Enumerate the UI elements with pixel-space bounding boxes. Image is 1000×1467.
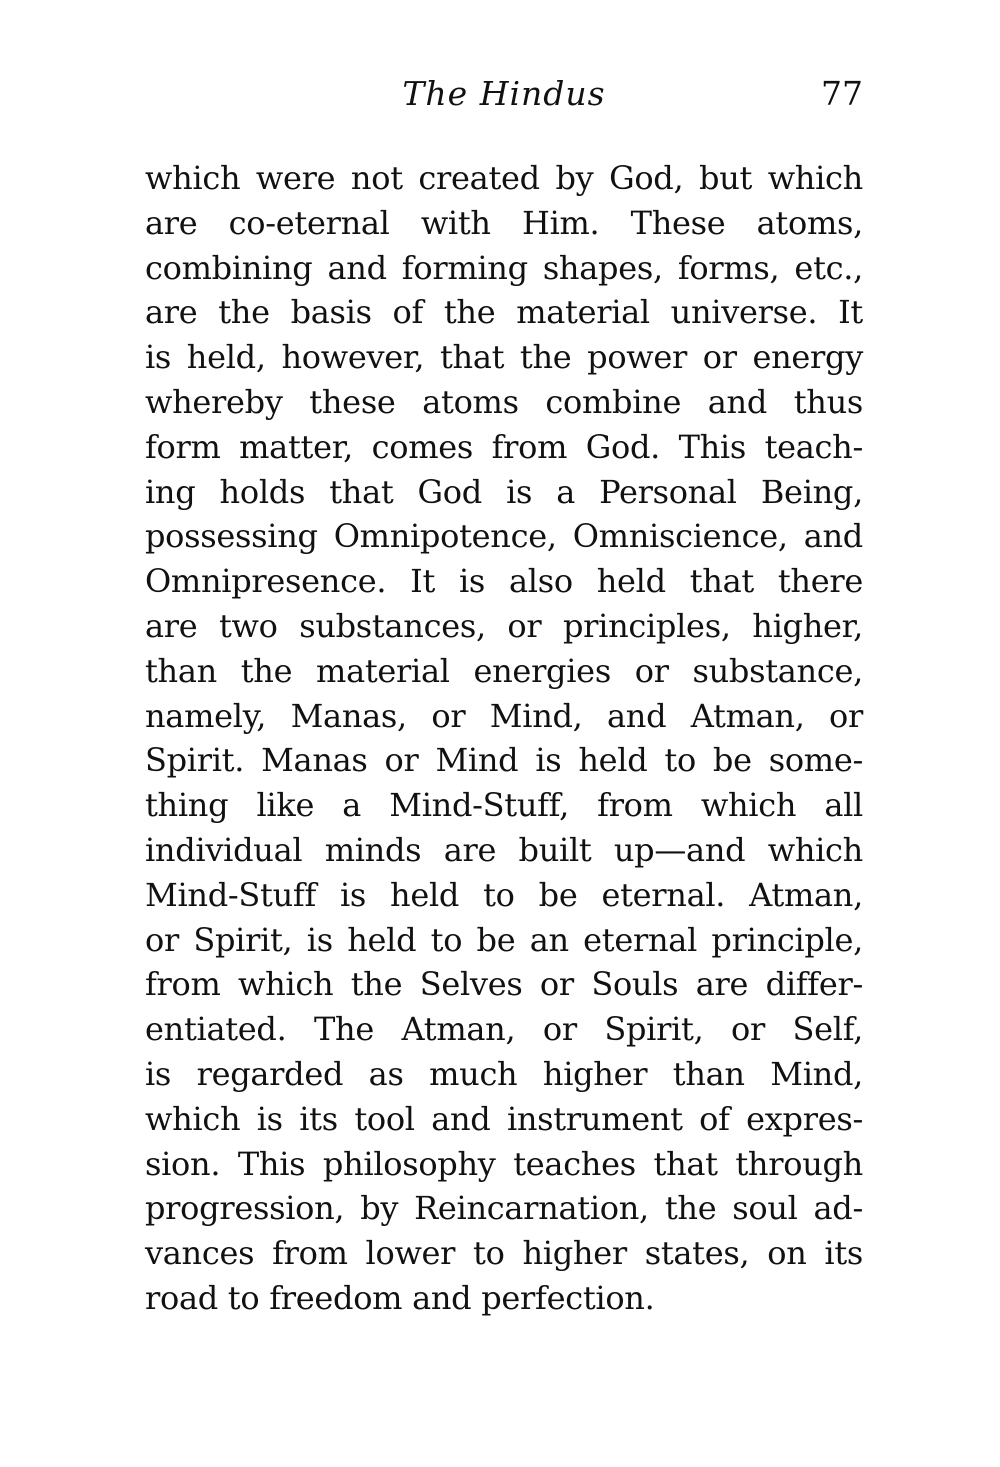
- running-head: [145, 66, 863, 122]
- text-line: from which the Selves or Souls are differ-: [145, 965, 863, 1004]
- text-line: Omnipresence. It is also held that there: [145, 562, 863, 601]
- text-line: combining and forming shapes, forms, etc.,: [145, 248, 863, 287]
- text-line: sion. This philosophy teaches that through: [145, 1144, 863, 1183]
- text-line: progression, by Reincarnation, the soul ad-: [145, 1189, 863, 1228]
- text-line: ing holds that God is a Personal Being,: [145, 472, 863, 511]
- text-line: entiated. The Atman, or Spirit, or Self,: [145, 1010, 863, 1049]
- text-line: are the basis of the material universe. It: [145, 293, 863, 332]
- text-line: whereby these atoms combine and thus: [145, 382, 863, 421]
- body-text: [145, 156, 863, 1321]
- text-line: or Spirit, is held to be an eternal principle,: [145, 920, 863, 959]
- text-line: Spirit. Manas or Mind is held to be some-: [145, 741, 863, 780]
- page-number: 77: [821, 74, 863, 113]
- text-line: possessing Omnipotence, Omniscience, and: [145, 517, 863, 556]
- text-line: namely, Manas, or Mind, and Atman, or: [145, 696, 863, 735]
- text-line: which were not created by God, but which: [145, 159, 863, 197]
- running-title: The Hindus: [402, 74, 606, 113]
- text-line: Mind-Stuff is held to be eternal. Atman,: [145, 875, 863, 914]
- text-line: form matter, comes from God. This teach-: [145, 427, 863, 466]
- text-line: are two substances, or principles, higher,: [145, 606, 863, 645]
- text-line: individual minds are built up—and which: [145, 830, 863, 869]
- text-line: thing like a Mind-Stuff, from which all: [145, 786, 863, 825]
- text-line: are co-eternal with Him. These atoms,: [145, 203, 863, 242]
- text-line: than the material energies or substance,: [145, 651, 863, 690]
- text-line: which is its tool and instrument of expres-: [145, 1099, 863, 1138]
- text-line: is held, however, that the power or energy: [145, 338, 863, 377]
- text-line: vances from lower to higher states, on its: [145, 1234, 863, 1273]
- text-line: is regarded as much higher than Mind,: [145, 1054, 863, 1093]
- text-line: road to freedom and perfection.: [145, 1278, 655, 1317]
